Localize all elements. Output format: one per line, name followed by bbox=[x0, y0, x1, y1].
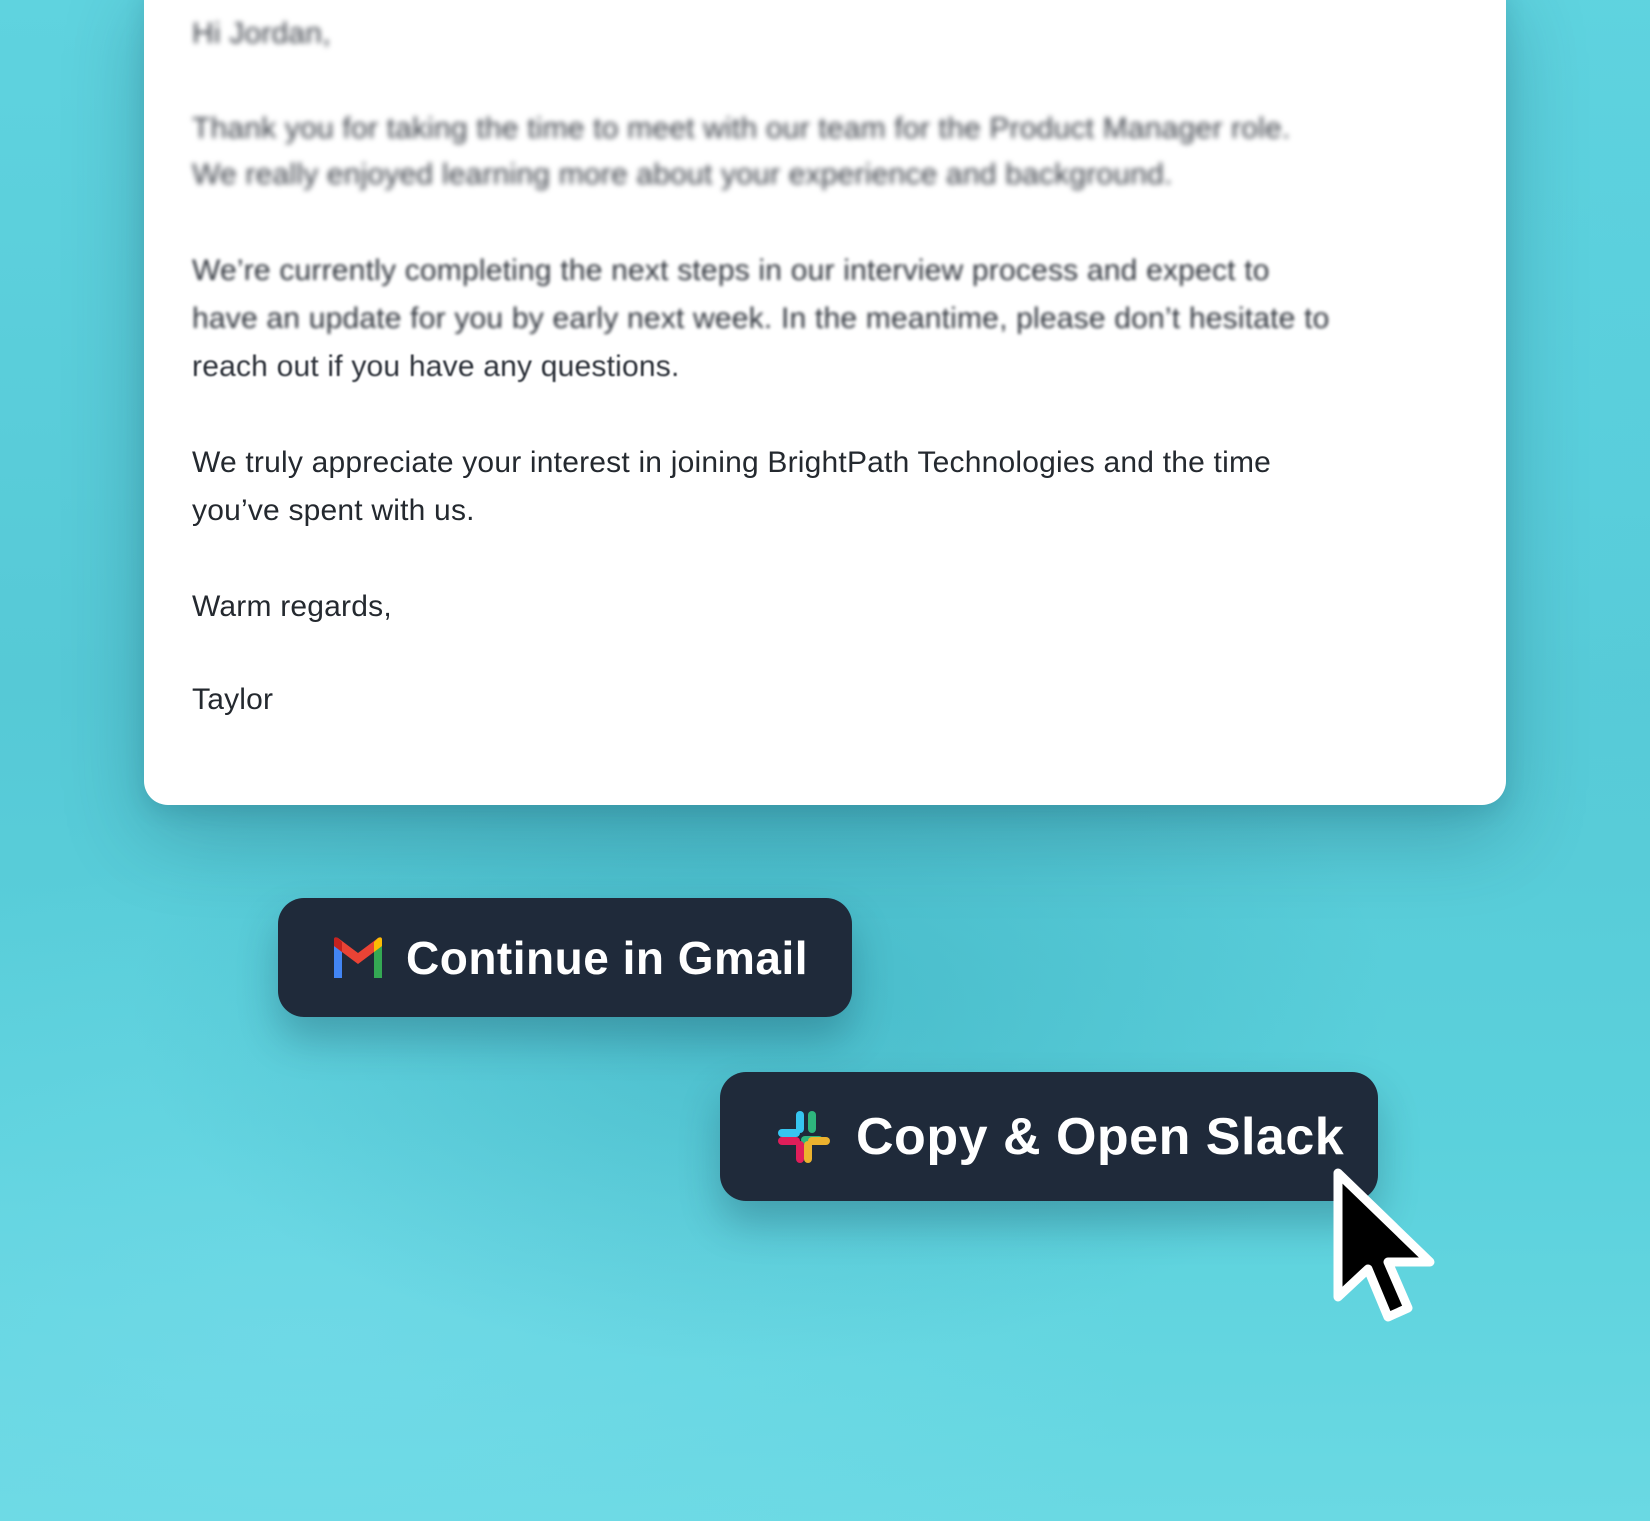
gmail-icon bbox=[330, 936, 386, 980]
mouse-pointer-icon bbox=[1330, 1165, 1440, 1335]
copy-open-slack-button[interactable] bbox=[720, 1072, 1378, 1201]
email-paragraph-line: reach out if you have any questions. bbox=[192, 350, 680, 383]
email-greeting: Hi Jordan, bbox=[192, 17, 331, 50]
slack-icon bbox=[776, 1109, 832, 1165]
continue-in-gmail-button[interactable] bbox=[278, 898, 852, 1017]
email-signature: Taylor bbox=[192, 683, 274, 716]
continue-in-gmail-label: Continue in Gmail bbox=[406, 931, 809, 984]
email-paragraph-line: you’ve spent with us. bbox=[192, 494, 475, 527]
email-preview-card bbox=[144, 0, 1506, 805]
email-paragraph-line: We truly appreciate your interest in joining BrightPath Technologies and the time bbox=[192, 446, 1272, 479]
email-closing: Warm regards, bbox=[192, 590, 392, 623]
email-paragraph-line: We really enjoyed learning more about your experience and background. bbox=[192, 158, 1173, 191]
copy-open-slack-label: Copy & Open Slack bbox=[856, 1107, 1345, 1166]
email-paragraph-line: Thank you for taking the time to meet with our team for the Product Manager role. bbox=[192, 112, 1291, 145]
email-paragraph-line: have an update for you by early next week. In the meantime, please don’t hesitate to bbox=[192, 302, 1330, 335]
email-paragraph-line: We’re currently completing the next steps in our interview process and expect to bbox=[192, 254, 1270, 287]
